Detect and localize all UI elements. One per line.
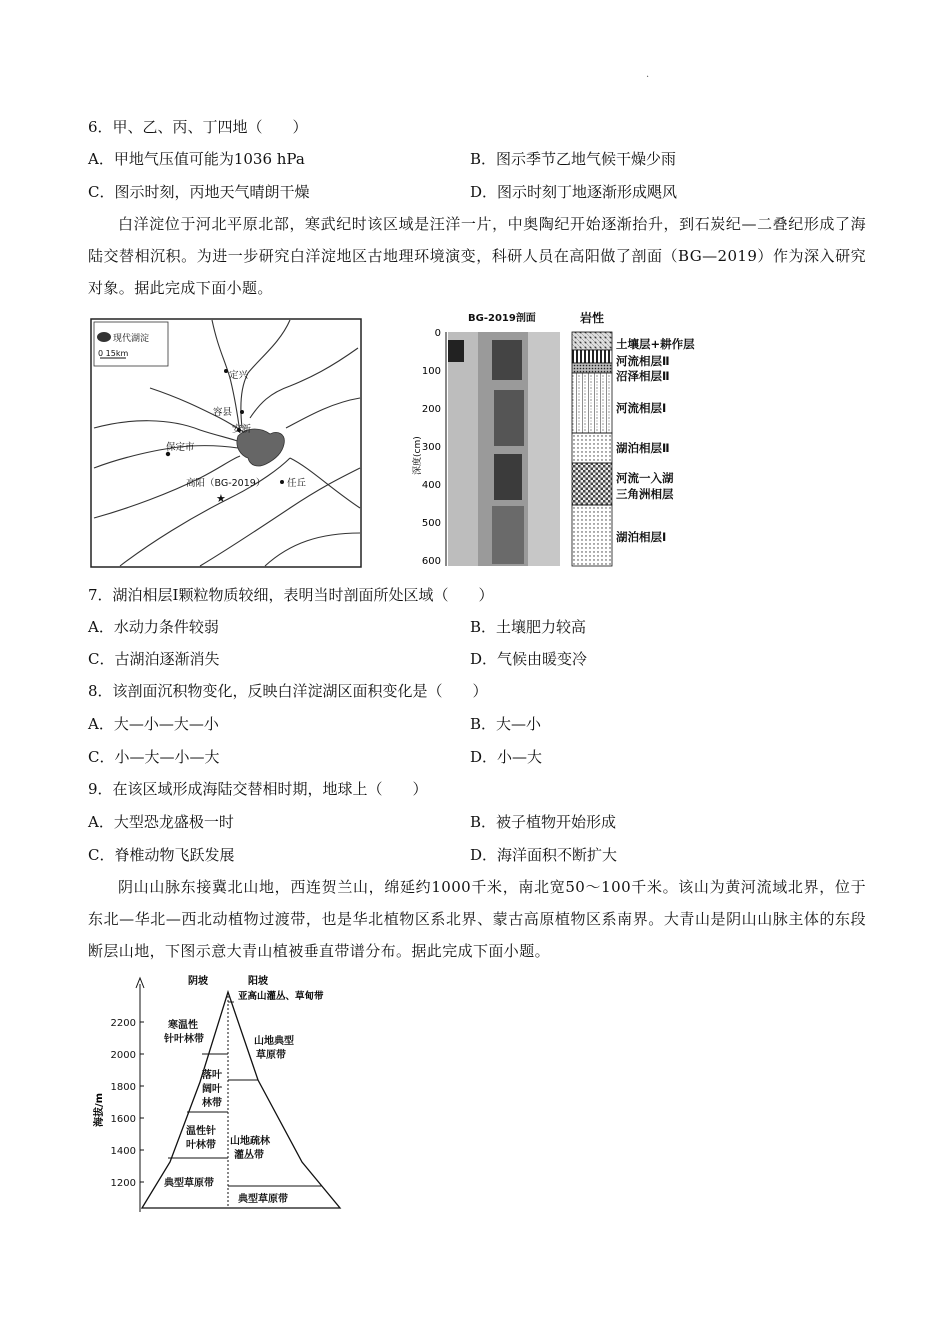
map-scale-label: 0 15km xyxy=(98,349,129,358)
page-dot: · xyxy=(646,72,650,83)
q9-option-a[interactable]: A．大型恐龙盛极一时 xyxy=(88,813,234,831)
q7-stem: 7．湖泊相层I颗粒物质较细，表明当时剖面所处区域（ ） xyxy=(88,586,494,604)
zone-label: 叶林带 xyxy=(186,1140,216,1151)
zone-label: 山地典型 xyxy=(254,1036,294,1047)
depth-tick: 500 xyxy=(421,518,441,529)
depth-tick: 400 xyxy=(421,480,441,491)
place-baoding: 保定市 xyxy=(166,442,195,453)
altitude-tick: 1400 xyxy=(110,1146,136,1157)
map-legend-label: 现代湖淀 xyxy=(113,334,150,344)
layer-soil xyxy=(572,332,612,350)
zone-label: 温性针 xyxy=(186,1126,216,1137)
layer-river-2 xyxy=(572,350,612,363)
altitude-axis-label: 海拔/m xyxy=(94,1092,105,1127)
dingxing-dot xyxy=(224,369,228,373)
q6-option-a[interactable]: A．甲地气压值可能为1036 hPa xyxy=(88,150,305,168)
daqingshan-zonation xyxy=(88,972,358,1220)
layer-swamp-2 xyxy=(572,363,612,373)
q6-option-b[interactable]: B．图示季节乙地气候干燥少雨 xyxy=(470,150,677,168)
photo-left-wall xyxy=(448,332,478,566)
q9-stem: 9．在该区域形成海陆交替相时期，地球上（ ） xyxy=(88,780,428,798)
zone-label: 林带 xyxy=(202,1098,222,1109)
altitude-tick: 1200 xyxy=(110,1178,136,1189)
place-renqiu: 任丘 xyxy=(287,478,307,489)
layer-label: 土壤层+耕作层 xyxy=(616,337,695,351)
passage-yinshan: 阴山山脉东接冀北山地，西连贺兰山，绵延约1000千米，南北宽50～100千米。该山为黄河流域北界，位于东北—华北—西北动植物过渡带，也是华北植物区系北界、蒙古高原植物区系南界。大青山是阴山山脉主体的东段断层山地，下图示意大青山植被垂直带谱分布。据此完成下面小题。 xyxy=(88,878,866,960)
zone-label: 灌丛带 xyxy=(234,1150,264,1161)
lithology-labels xyxy=(616,337,695,544)
q6-stem: 6．甲、乙、丙、丁四地（ ） xyxy=(88,118,308,136)
layer-label: 三角洲相层 xyxy=(616,487,674,501)
depth-tick: 200 xyxy=(421,404,441,415)
q8-option-a[interactable]: A．大—小—大—小 xyxy=(88,715,219,733)
layer-delta xyxy=(572,463,612,505)
q7-option-a[interactable]: A．水动力条件较弱 xyxy=(88,618,219,636)
q9-option-d[interactable]: D．海洋面积不断扩大 xyxy=(470,846,618,864)
q6-option-c[interactable]: C．图示时刻，丙地天气晴朗干燥 xyxy=(88,183,310,201)
shady-slope-label: 阴坡 xyxy=(188,976,208,987)
lithology-column xyxy=(572,332,612,566)
q8-option-c[interactable]: C．小—大—小—大 xyxy=(88,748,220,766)
q8-stem: 8．该剖面沉积物变化，反映白洋淀湖区面积变化是（ ） xyxy=(88,682,488,700)
layer-river-1 xyxy=(572,373,612,433)
sunny-top-zone: 亚高山灌丛、草甸带 xyxy=(238,991,324,1002)
layer-label: 河流相层Ⅱ xyxy=(616,354,670,368)
depth-tick: 300 xyxy=(421,442,441,453)
layer-label: 沼泽相层Ⅱ xyxy=(616,369,670,383)
q7-option-b[interactable]: B．土壤肥力较高 xyxy=(470,618,587,636)
baiyangdian-map xyxy=(90,318,362,568)
zone-label: 典型草原带 xyxy=(164,1178,214,1189)
renqiu-dot xyxy=(280,480,284,484)
bg2019-profile xyxy=(408,310,738,572)
q9-option-c[interactable]: C．脊椎动物飞跃发展 xyxy=(88,846,235,864)
layer-lake-1 xyxy=(572,505,612,566)
q7-option-c[interactable]: C．古湖泊逐渐消失 xyxy=(88,650,220,668)
depth-tick: 0 xyxy=(434,328,441,339)
photo-dark-patch xyxy=(448,340,464,362)
depth-ticks xyxy=(422,328,441,567)
altitude-tick: 1600 xyxy=(110,1114,136,1125)
zone-label: 针叶林带 xyxy=(164,1034,204,1045)
q6-option-d[interactable]: D．图示时刻丁地逐渐形成飓风 xyxy=(470,183,678,201)
place-rongxian: 容县 xyxy=(213,407,233,418)
zone-label: 寒温性 xyxy=(168,1020,198,1031)
lake-legend-icon xyxy=(97,332,111,342)
zone-label: 阔叶 xyxy=(202,1084,222,1095)
depth-tick: 600 xyxy=(421,556,441,567)
q7-option-d[interactable]: D．气候由暖变冷 xyxy=(470,650,588,668)
zone-label: 草原带 xyxy=(256,1050,286,1061)
q9-option-b[interactable]: B．被子植物开始形成 xyxy=(470,813,617,831)
place-gaoyang: 高阳（BG-2019） xyxy=(186,478,266,489)
altitude-tick: 2200 xyxy=(110,1018,136,1029)
altitude-tick: 2000 xyxy=(110,1050,136,1061)
photo-right-wall xyxy=(528,332,560,566)
depth-axis-label: 深度(cm) xyxy=(413,436,423,475)
photo-pit-3 xyxy=(494,454,522,500)
map-legend-box xyxy=(94,322,168,366)
photo-pit-4 xyxy=(492,506,524,564)
layer-label: 湖泊相层Ⅰ xyxy=(616,530,667,544)
zone-label: 落叶 xyxy=(202,1070,222,1081)
passage-baiyangdian: 白洋淀位于河北平原北部，寒武纪时该区域是汪洋一片，中奥陶纪开始逐渐抬升，到石炭纪—二叠纪形成了海陆交替相沉积。为进一步研究白洋淀地区古地理环境演变，科研人员在高阳做了剖面（BG—2019）作为深入研究对象。据此完成下面小题。 xyxy=(88,215,866,297)
place-dingxing: 定兴 xyxy=(229,370,249,381)
layer-label: 湖泊相层Ⅱ xyxy=(616,441,670,455)
depth-tick: 100 xyxy=(421,366,441,377)
layer-lake-2 xyxy=(572,433,612,463)
star-icon: ★ xyxy=(216,492,226,505)
zone-label: 典型草原带 xyxy=(238,1194,288,1205)
q8-option-b[interactable]: B．大—小 xyxy=(470,715,542,733)
sunny-slope-label: 阳坡 xyxy=(248,976,268,987)
layer-label: 河流一入湖 xyxy=(616,471,674,485)
rongxian-dot xyxy=(240,410,244,414)
place-anxin: 安新 xyxy=(232,424,252,435)
photo-pit-2 xyxy=(494,390,524,446)
layer-label: 河流相层Ⅰ xyxy=(616,401,667,415)
photo-pit-1 xyxy=(492,340,522,380)
profile-title: BG-2019剖面 xyxy=(468,313,536,324)
lithology-title: 岩性 xyxy=(580,311,605,325)
zone-label: 山地疏林 xyxy=(230,1136,270,1147)
q8-option-d[interactable]: D．小—大 xyxy=(470,748,543,766)
altitude-ticks xyxy=(111,1018,144,1189)
altitude-tick: 1800 xyxy=(110,1082,136,1093)
